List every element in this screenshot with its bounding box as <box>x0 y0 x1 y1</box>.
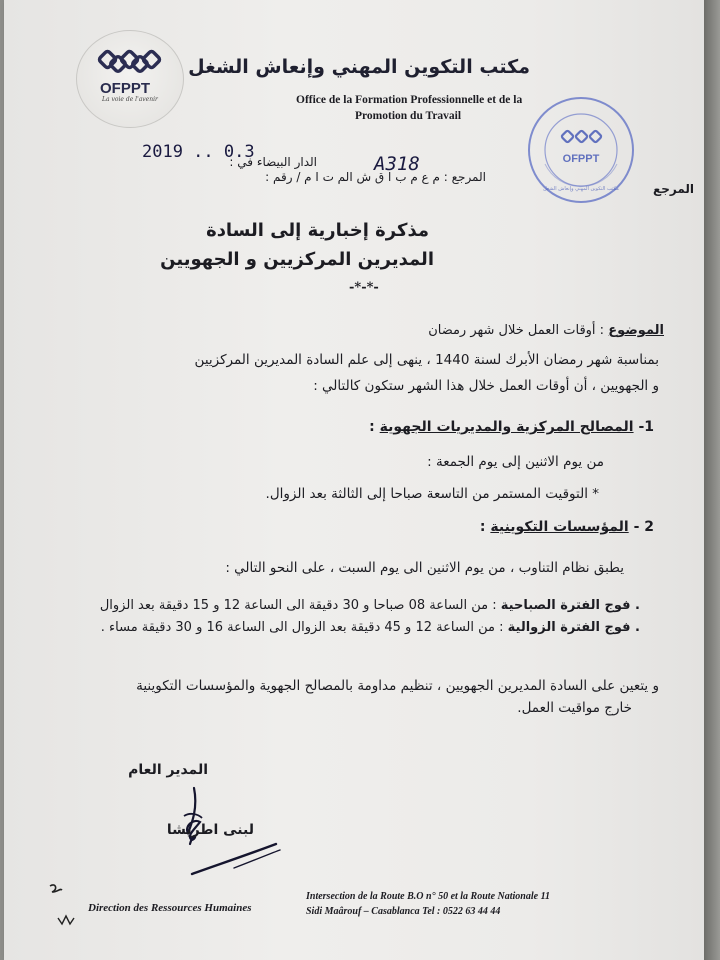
footer-address-line2: Sidi Maârouf – Casablanca Tel : 0522 63 44 44 <box>306 906 501 917</box>
signatory-name: لبنى اطريشا <box>166 822 254 838</box>
intro-line2: و الجهويين ، أن أوقات العمل خلال هذا الشهر ستكون كالتالي : <box>313 378 659 394</box>
afternoon-shift <box>101 620 640 635</box>
memo-title-line2: المديرين المركزيين و الجهويين <box>160 249 434 270</box>
header-french-line2: Promotion du Travail <box>355 110 462 122</box>
section2-title: المؤسسات التكوينية <box>490 519 629 535</box>
section1-days: من يوم الاثنين إلى يوم الجمعة : <box>427 454 604 470</box>
closing-line1: و يتعين على السادة المديرين الجهويين ، تنظيم مداومة بالمصالح الجهوية والمؤسسات التكوينية <box>136 678 659 694</box>
reference-number: A318 <box>374 153 420 175</box>
reference-label: المرجع : م ع م ب ا ق ش الم ت ا م / رقم : <box>265 170 486 184</box>
morning-shift-text: : من الساعة 08 صباحا و 30 دقيقة الى الساعة 12 و 15 دقيقة بعد الزوال <box>99 598 497 613</box>
header-arabic: مكتب التكوين المهني وإنعاش الشغل <box>188 56 530 78</box>
subject-label: الموضوع <box>608 323 664 338</box>
section2-intro: يطبق نظام التناوب ، من يوم الاثنين الى يوم السبت ، على النحو التالي : <box>225 560 624 576</box>
intro-line1: بمناسبة شهر رمضان الأبرك لسنة 1440 ، ينهى إلى علم السادة المديرين المركزيين <box>194 352 659 368</box>
official-stamp <box>525 94 637 206</box>
section1-title: المصالح المركزية والمديريات الجهوية <box>379 419 634 435</box>
section1-heading: 1- المصالح المركزية والمديريات الجهوية : <box>369 419 654 435</box>
ofppt-logo <box>76 30 184 128</box>
subject-text: : أوقات العمل خلال شهر رمضان <box>428 323 605 338</box>
footer-address-line1: Intersection de la Route B.O n° 50 et la Route Nationale 11 <box>306 891 551 902</box>
document-page <box>4 0 704 960</box>
logo-name: OFPPT <box>100 80 151 97</box>
afternoon-shift-label: . فوج الفترة الزوالية <box>507 620 640 635</box>
handwritten-initials <box>44 878 84 928</box>
date-label: الدار البيضاء في : <box>229 155 317 169</box>
section2-heading: 2 - المؤسسات التكوينية : <box>479 519 654 535</box>
section1-number: 1- <box>638 419 654 435</box>
stamp-logo-icon <box>561 130 602 143</box>
section2-number: 2 - <box>633 519 654 535</box>
logo-tagline: La voie de l'avenir <box>102 96 158 103</box>
section1-hours: * التوقيت المستمر من التاسعة صباحا إلى الثالثة بعد الزوال. <box>265 486 599 502</box>
subject-line <box>428 323 664 338</box>
date-value: 2019 .. 0.3 <box>142 142 255 162</box>
signatory-title: المدير العام <box>128 762 208 778</box>
morning-shift <box>100 598 640 613</box>
footer-department: Direction des Ressources Humaines <box>88 902 252 914</box>
page-edge-shadow <box>704 0 720 960</box>
title-separator: -*-*- <box>349 280 379 295</box>
memo-title-line1: مذكرة إخبارية إلى السادة <box>206 220 429 241</box>
stamp-name: OFPPT <box>562 153 600 165</box>
closing-line2: خارج مواقيت العمل. <box>517 700 632 716</box>
afternoon-shift-text: : من الساعة 12 و 45 دقيقة بعد الزوال الى الساعة 16 و 30 دقيقة مساء . <box>100 620 504 635</box>
reference-prefix: المرجع <box>653 182 694 196</box>
logo-rings-icon <box>77 31 183 127</box>
header-french-line1: Office de la Formation Professionnelle et de la <box>296 94 523 106</box>
morning-shift-label: . فوج الفترة الصباحية <box>500 598 640 613</box>
stamp-text: مكتب التكوين المهني وإنعاش الشغل <box>543 186 619 192</box>
